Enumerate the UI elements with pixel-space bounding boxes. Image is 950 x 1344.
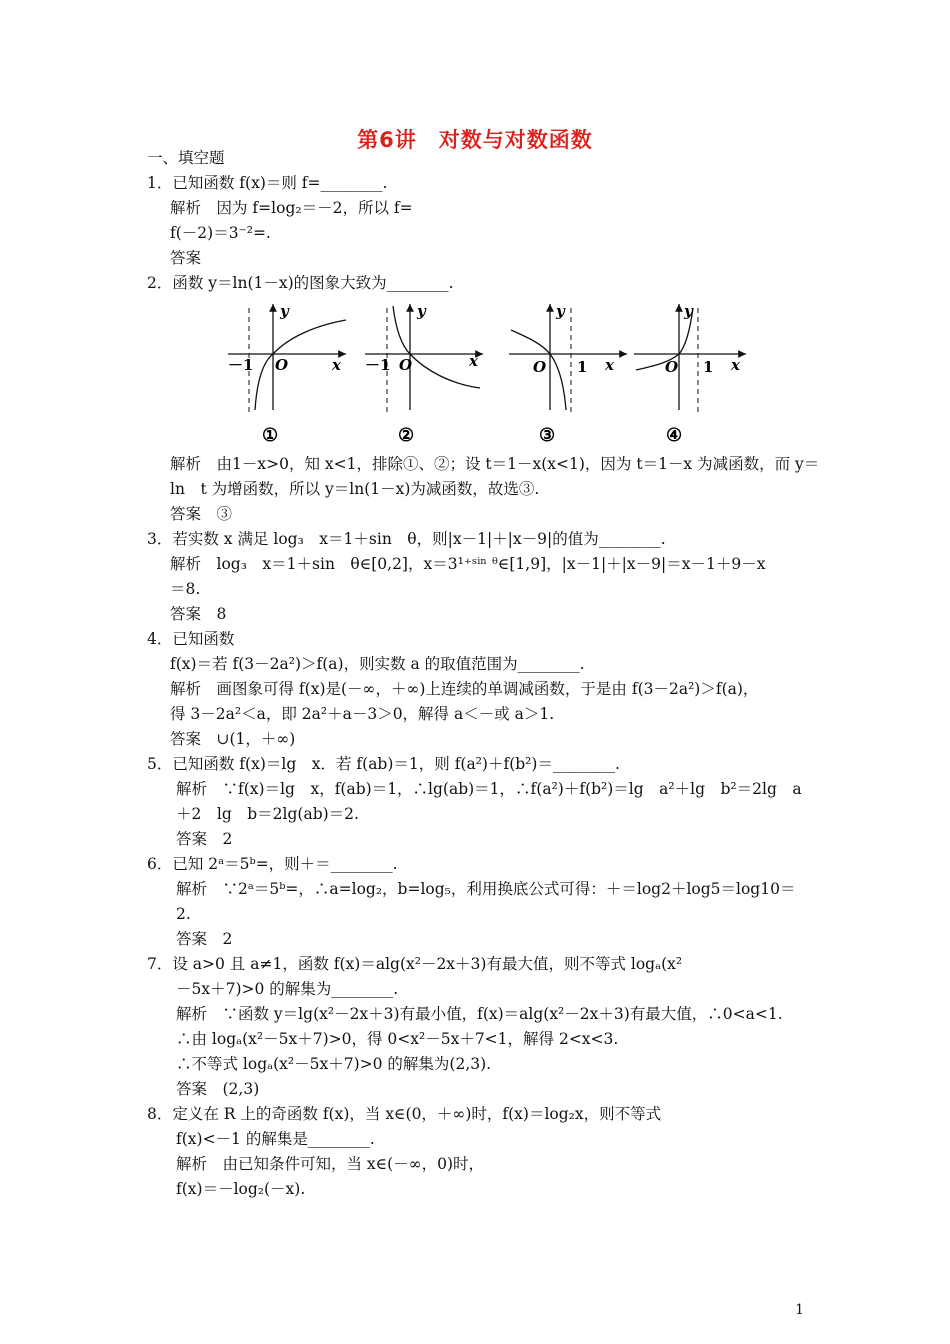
graph-1-label: ① [262, 425, 279, 446]
graph-2-tick: －1 [365, 356, 391, 374]
q7-answer: 答案 (2,3) [176, 1080, 260, 1098]
graph-1-tick: －1 [228, 356, 254, 374]
graph-4-origin: O [665, 358, 679, 376]
q3-text: 3．若实数 x 满足 log₃ x＝1＋sin θ，则|x－1|＋|x－9|的值为________. [147, 530, 666, 548]
q4-text: 4．已知函数 [147, 630, 235, 648]
graph-1-x-label: x [332, 356, 341, 374]
q6-text: 6．已知 2ᵃ＝5ᵇ=，则＋＝________. [147, 855, 398, 873]
section-heading: 一、填空题 [147, 149, 225, 167]
page-number: 1 [795, 1302, 804, 1318]
graph-3-y-label: y [556, 302, 565, 320]
q4-text-cont: f(x)＝若 f(3－2a²)＞f(a)，则实数 a 的取值范围为________. [170, 655, 585, 673]
q2-text: 2．函数 y＝ln(1－x)的图象大致为________. [147, 274, 454, 292]
graph-2-y-label: y [417, 302, 426, 320]
q6-solution-cont: 2. [176, 905, 191, 923]
q1-solution: 解析 因为 f=log₂＝－2，所以 f= [170, 199, 413, 217]
q8-solution: 解析 由已知条件可知，当 x∈(－∞，0)时， [176, 1155, 485, 1173]
page-title: 第6讲 对数与对数函数 [357, 128, 593, 152]
q7-solution: 解析 ∵函数 y＝lg(x²－2x＋3)有最小值，f(x)＝alg(x²－2x＋3)有最大值，∴0<a<1. [176, 1005, 783, 1023]
q7-text: 7．设 a>0 且 a≠1，函数 f(x)＝alg(x²－2x＋3)有最大值，则不等式 logₐ(x² [147, 955, 683, 973]
q8-text-cont: f(x)<－1 的解集是________. [176, 1130, 375, 1148]
q7-text-cont: －5x＋7)>0 的解集为________. [176, 980, 399, 998]
graph-1-origin: O [275, 356, 289, 374]
graph-options-figure [228, 300, 758, 450]
q2-solution-cont: ln t 为增函数，所以 y＝ln(1－x)为减函数，故选③. [170, 480, 540, 498]
graph-4-x-label: x [731, 356, 740, 374]
graph-3 [509, 302, 627, 446]
q5-solution: 解析 ∵f(x)＝lg x，f(ab)＝1，∴lg(ab)＝1，∴f(a²)＋f(b²)＝lg a²＋lg b²＝2lg a [176, 780, 802, 798]
graph-4-y-label: y [684, 302, 693, 320]
graph-3-origin: O [533, 358, 547, 376]
graph-3-tick: 1 [577, 358, 588, 376]
q7-solution-cont: ∴由 logₐ(x²－5x＋7)>0，得 0<x²－5x＋7<1，解得 2<x<3. [176, 1030, 619, 1048]
q4-solution: 解析 画图象可得 f(x)是(－∞，＋∞)上连续的单调减函数，于是由 f(3－2a²)＞f(a)， [170, 680, 759, 698]
q7-solution-cont2: ∴不等式 logₐ(x²－5x＋7)>0 的解集为(2,3). [176, 1055, 492, 1073]
q2-solution: 解析 由1－x>0，知 x<1，排除①、②；设 t＝1－x(x<1)，因为 t＝1－x 为减函数，而 y＝ [170, 455, 820, 473]
graph-2-label: ② [398, 425, 415, 446]
graph-2 [365, 302, 483, 446]
graph-2-origin: O [399, 356, 413, 374]
graph-3-label: ③ [539, 425, 556, 446]
q5-solution-cont: ＋2 lg b＝2lg(ab)＝2. [176, 805, 359, 823]
graph-4-tick: 1 [703, 358, 714, 376]
q3-answer: 答案 8 [170, 605, 227, 623]
q6-answer: 答案 2 [176, 930, 233, 948]
q5-text: 5．已知函数 f(x)＝lg x．若 f(ab)＝1，则 f(a²)＋f(b²)＝________. [147, 755, 620, 773]
q2-answer: 答案 ③ [170, 505, 233, 523]
graph-2-x-label: x [469, 352, 478, 370]
q3-solution: 解析 log₃ x＝1＋sin θ∈[0,2]，x＝3¹⁺ˢⁱⁿ ᶿ∈[1,9]，|x－1|＋|x－9|＝x－1＋9－x [170, 555, 766, 573]
q8-text: 8．定义在 R 上的奇函数 f(x)，当 x∈(0，＋∞)时，f(x)＝log₂x，则不等式 [147, 1105, 662, 1123]
graph-1-y-label: y [280, 302, 289, 320]
q6-solution: 解析 ∵2ᵃ＝5ᵇ=，∴a=log₂，b=log₅，利用换底公式可得：＋＝log2＋log5＝log10＝ [176, 880, 796, 898]
graph-4 [634, 302, 746, 446]
q4-solution-cont: 得 3－2a²＜a，即 2a²＋a－3＞0，解得 a＜－或 a＞1. [170, 705, 555, 723]
q1-solution-cont: f(－2)＝3⁻²=. [170, 224, 271, 242]
q1-answer: 答案 [170, 249, 202, 267]
graph-3-x-label: x [605, 356, 614, 374]
q5-answer: 答案 2 [176, 830, 233, 848]
q1-text: 1．已知函数 f(x)＝则 f=________. [147, 174, 388, 192]
q4-answer: 答案 ∪(1，＋∞) [170, 730, 296, 748]
q8-solution-cont: f(x)＝－log₂(－x). [176, 1180, 306, 1198]
graph-4-label: ④ [666, 425, 683, 446]
q3-solution-cont: ＝8. [170, 580, 201, 598]
graph-1 [228, 302, 346, 446]
